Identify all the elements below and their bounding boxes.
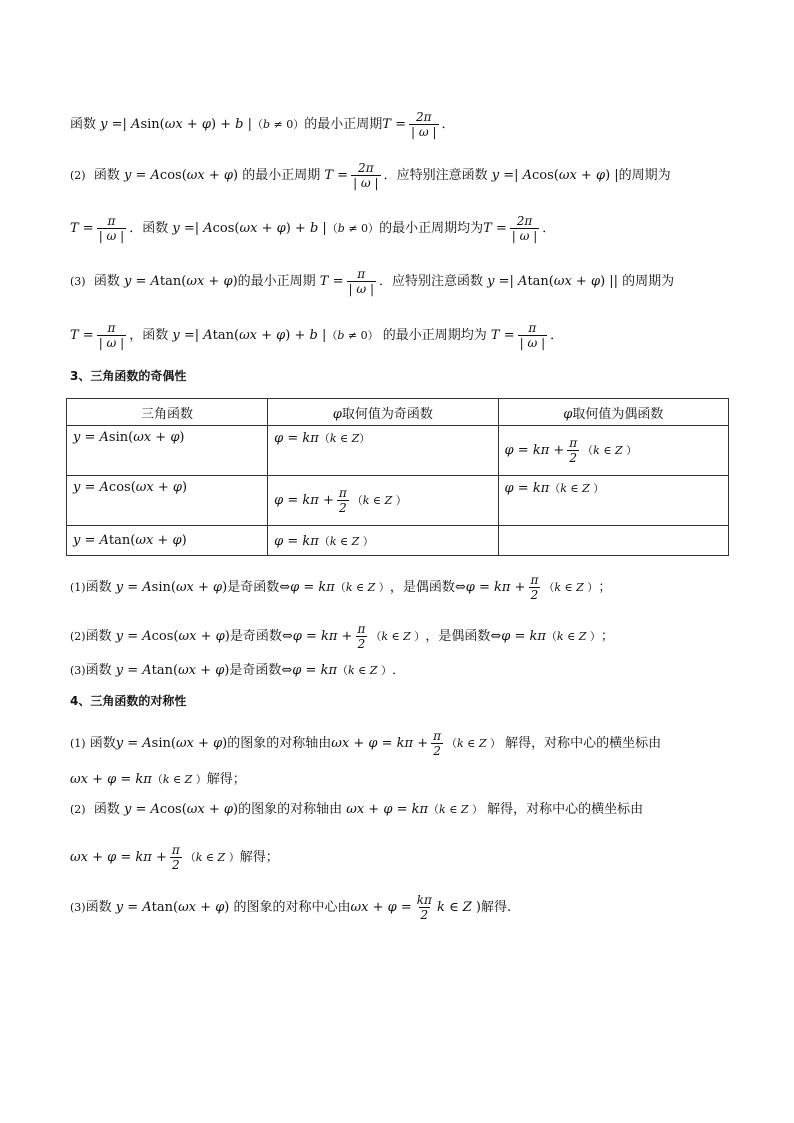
parity-tan-line: (3) 函数 y = A tan( ωx + φ ) 是奇函数⇔ φ = kπ （k ∈ Z ） ． (70, 663, 405, 678)
symmetry-tan-line: (3) 函数 y = A tan( ωx + φ ) 的图象的对称中心由 ωx + φ = $\frac{k\pi}{2}$ k ∈ Z ) 解得. (70, 893, 512, 922)
period-abs-cos-line: T = $\frac{\pi}{| \omega |}$ ．函数 y =| A cos( ωx + φ ) + b | （b ≠ 0） 的最小正周期均为 T = $\frac{2\pi}{| \omega |}$ ． (70, 214, 556, 243)
table-cell: y = Atan(ωx + φ) (67, 526, 268, 556)
period-abs-sin-line: 函数 y =| A sin( ωx + φ ) + b | （b ≠ 0） 的最小正周期 T = $\frac{2\pi}{| \omega |}$ ． (70, 110, 455, 139)
parity-cos-line: (2) 函数 y = A cos( ωx + φ ) 是奇函数⇔ φ = kπ + $\frac{\pi}{2}$ （k ∈ Z ） ，是偶函数⇔ φ = kπ （k ∈ Z ） ； (70, 622, 614, 651)
table-row (67, 426, 729, 476)
table-cell: φ = kπ + $\frac{\pi}{2}$ （k ∈ Z ） (498, 426, 728, 476)
symmetry-cos-line: (2) 函数 y = A cos( ωx + φ ) 的图象的对称轴由 ωx + φ = kπ （k ∈ Z ） 解得，对称中心的横坐标由 (70, 802, 644, 817)
period-cos-line: (2) 函数 y = A cos( ωx + φ ) 的最小正周期 T = $\frac{2\pi}{| \omega |}$ ．应特别注意函数 y =| A cos( ωx + φ ) | 的周期为 (70, 161, 671, 190)
period-abs-tan-line: T = $\frac{\pi}{| \omega |}$ ，函数 y =| A tan( ωx + φ ) + b | （b ≠ 0） 的最小正周期均为 T = $\frac{\pi}{| \omega |}$ ． (70, 321, 564, 350)
table-cell: y = Acos(ωx + φ) (67, 476, 268, 526)
table-header-cell: φ取何值为奇函数 (268, 399, 498, 426)
table-cell: φ = kπ（k ∈ Z） (268, 426, 498, 476)
symmetry-sin-line-2: ωx + φ = kπ （k ∈ Z ） 解得； (70, 772, 246, 787)
table-row (67, 476, 729, 526)
parity-table (66, 398, 729, 556)
table-cell: y = Asin(ωx + φ) (67, 426, 268, 476)
symmetry-cos-line-2: ωx + φ = kπ + $\frac{\pi}{2}$ （k ∈ Z ） 解得； (70, 843, 279, 872)
table-cell-empty (498, 526, 728, 556)
section-heading-symmetry: 4、三角函数的对称性 (70, 694, 187, 708)
table-header-cell: φ取何值为偶函数 (498, 399, 728, 426)
parity-sin-line: (1) 函数 y = A sin( ωx + φ ) 是奇函数⇔ φ = kπ （k ∈ Z ） ，是偶函数⇔ φ = kπ + $\frac{\pi}{2}$ （k ∈ Z ） ； (70, 573, 612, 602)
period-tan-line: (3) 函数 y = A tan( ωx + φ ) 的最小正周期 T = $\frac{\pi}{| \omega |}$ ．应特别注意函数 y =| A tan( ωx + φ ) || 的周期为 (70, 267, 675, 296)
section-heading-parity: 3、三角函数的奇偶性 (70, 369, 187, 383)
table-cell: φ = kπ（k ∈ Z ） (268, 526, 498, 556)
table-cell: φ = kπ + $\frac{\pi}{2}$ （k ∈ Z ） (268, 476, 498, 526)
table-header-cell: 三角函数 (67, 399, 268, 426)
table-cell: φ = kπ（k ∈ Z ） (498, 476, 728, 526)
table-header-row (67, 399, 729, 426)
symmetry-sin-line: (1) 函数 y = A sin( ωx + φ ) 的图象的对称轴由 ωx + φ = kπ + $\frac{\pi}{2}$ （k ∈ Z ） 解得，对称中心的横坐标由 (70, 729, 662, 758)
table-row (67, 526, 729, 556)
